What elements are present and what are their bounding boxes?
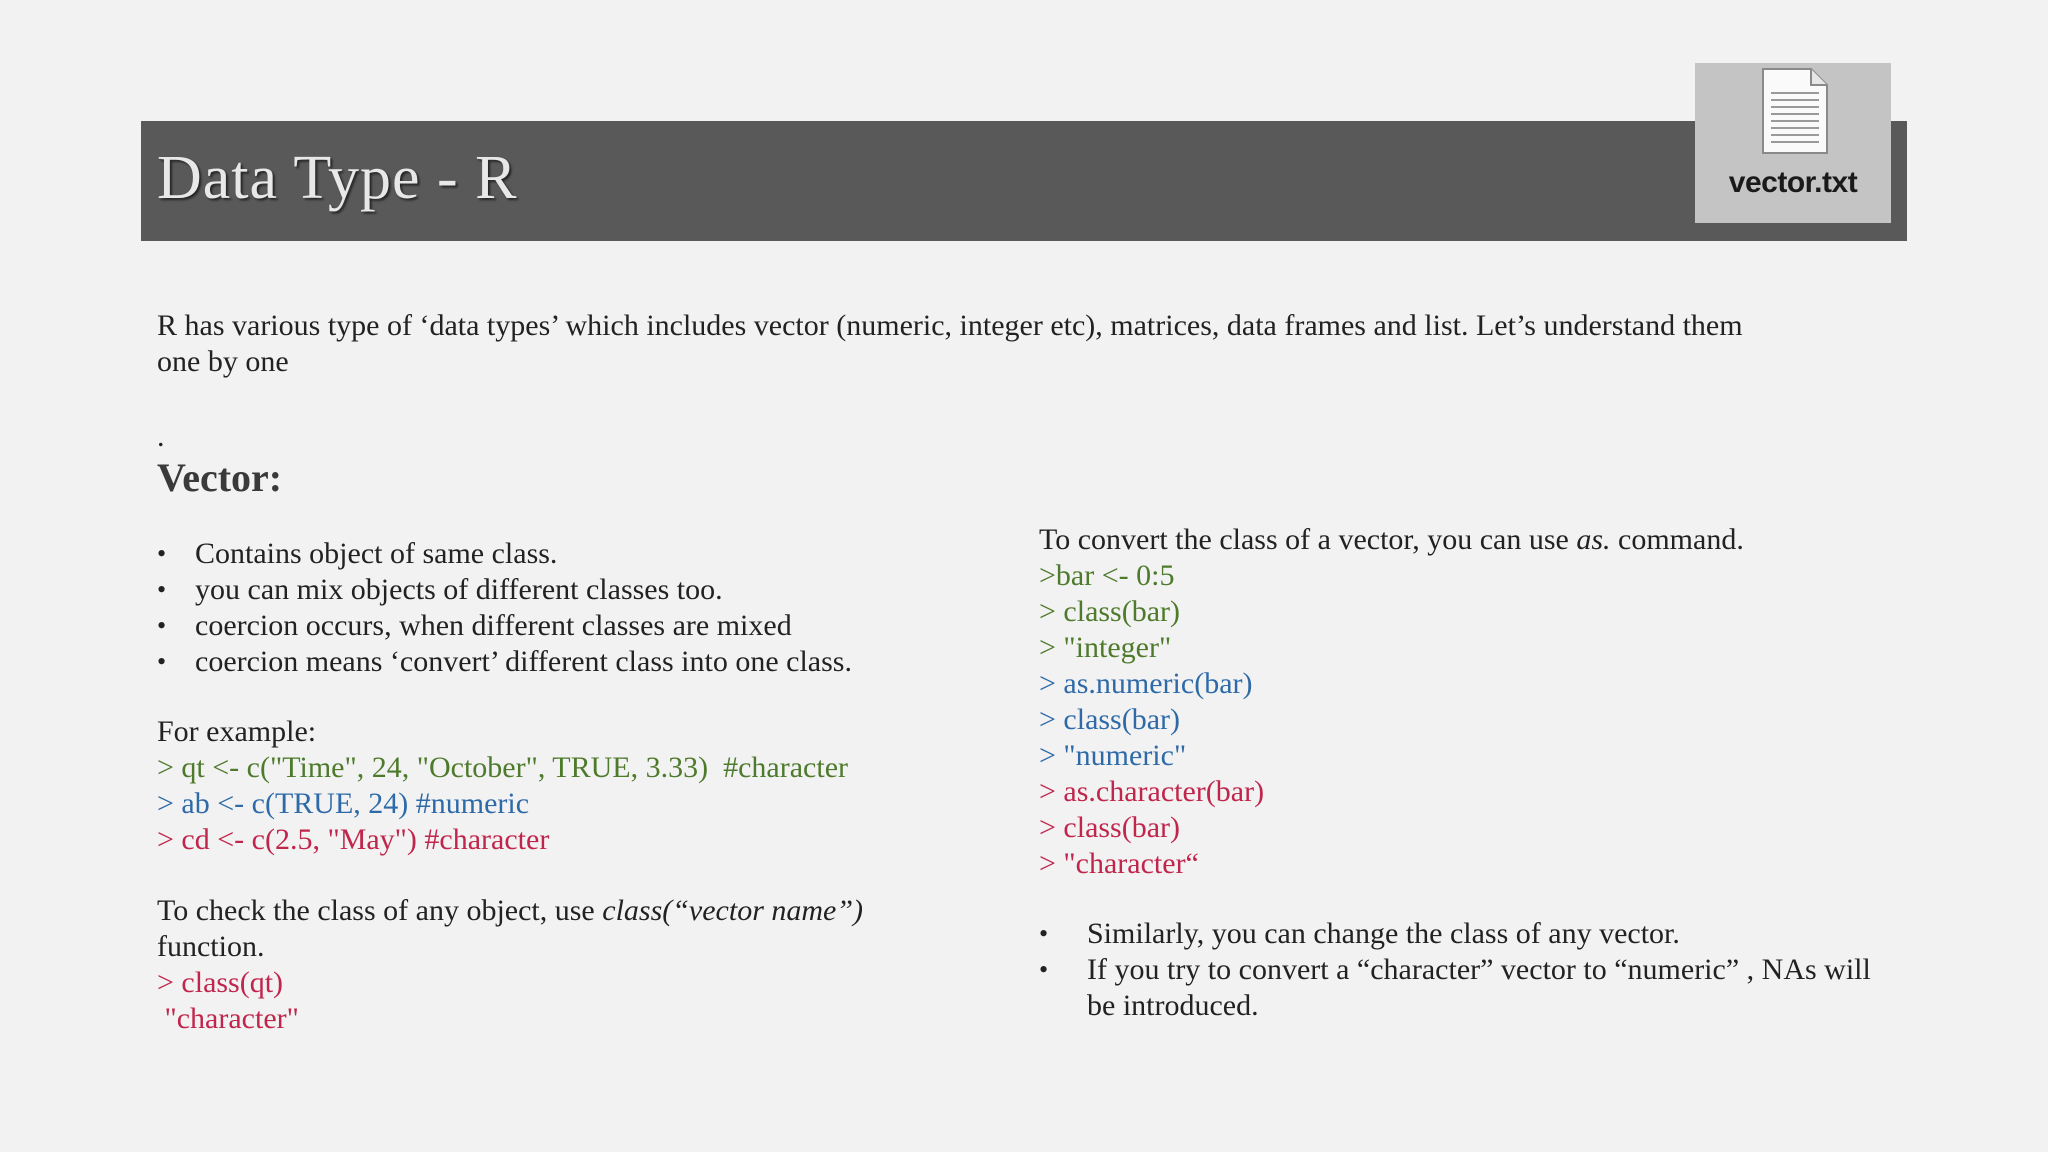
- embedded-file-attachment[interactable]: [1695, 63, 1891, 223]
- vector-properties-list: [157, 536, 997, 680]
- inline-code: class(“vector name”): [602, 894, 864, 927]
- code-line: > qt <- c("Time", 24, "October", TRUE, 3.33) #character: [157, 751, 848, 784]
- code-line: > "numeric": [1039, 739, 1187, 772]
- file-name-label: vector.txt: [1728, 166, 1858, 199]
- code-line: > class(bar): [1039, 811, 1181, 844]
- intro-paragraph: R has various type of ‘data types’ which includes vector (numeric, integer etc), matrices, data frames and list. Let’s understand them one by one: [157, 309, 1743, 378]
- title-bar: [141, 121, 1907, 241]
- list-item: • If you try to convert a “character” vector to “numeric” , NAs will be introduced.: [1039, 952, 1899, 1024]
- class-check-block: [157, 893, 917, 1037]
- list-item: • Similarly, you can change the class of any vector.: [1039, 916, 1899, 952]
- example-label: For example:: [157, 715, 317, 748]
- convert-block: [1039, 522, 1919, 882]
- list-item: • Contains object of same class.: [157, 536, 997, 572]
- code-line: >bar <- 0:5: [1039, 559, 1175, 592]
- example-block: [157, 714, 957, 858]
- code-line: > "integer": [1039, 631, 1172, 664]
- code-line: > class(qt): [157, 966, 284, 999]
- list-item: • coercion occurs, when different classes are mixed: [157, 608, 997, 644]
- convert-description: To convert the class of a vector, you can use as. command.: [1039, 523, 1744, 556]
- conversion-notes-list: [1039, 916, 1899, 1024]
- code-line: > "character“: [1039, 847, 1199, 880]
- class-check-description: To check the class of any object, use class(“vector name”) function.: [157, 894, 864, 963]
- list-item: • coercion means ‘convert’ different class into one class.: [157, 644, 997, 680]
- separator-dot: .: [157, 420, 165, 453]
- code-line: > cd <- c(2.5, "May") #character: [157, 823, 550, 856]
- document-icon: [1759, 67, 1831, 155]
- section-heading-vector: Vector:: [157, 455, 283, 500]
- code-line: > class(bar): [1039, 595, 1181, 628]
- code-line: > as.numeric(bar): [1039, 667, 1253, 700]
- code-line: > ab <- c(TRUE, 24) #numeric: [157, 787, 530, 820]
- slide-title: Data Type - R: [157, 144, 518, 212]
- code-line: > as.character(bar): [1039, 775, 1265, 808]
- code-line: > class(bar): [1039, 703, 1181, 736]
- code-line: "character": [157, 1002, 299, 1035]
- list-item: • you can mix objects of different classes too.: [157, 572, 997, 608]
- inline-code: as.: [1576, 523, 1611, 556]
